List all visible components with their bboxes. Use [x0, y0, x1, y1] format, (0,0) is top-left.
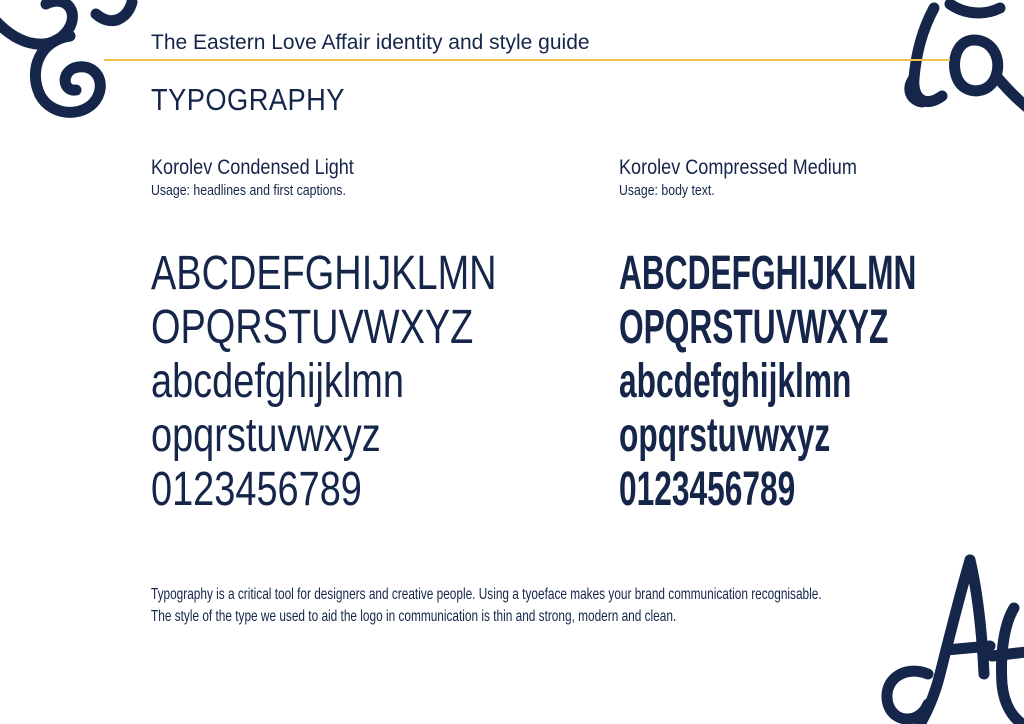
font-name: Korolev Condensed Light — [151, 156, 354, 179]
specimen-compressed-medium — [619, 247, 1024, 517]
specimen-lowercase-o-z: opqrstuvwxyz — [619, 409, 831, 462]
header-divider — [104, 59, 950, 61]
script-lo-ornament-icon — [904, 0, 1024, 130]
description-line-1: Typography is a critical tool for designers and creative people. Using a tyoeface makes your brand communication recognisable. — [151, 586, 822, 603]
specimen-digits: 0123456789 — [619, 463, 796, 516]
font-info-condensed-light — [151, 156, 389, 200]
font-name: Korolev Compressed Medium — [619, 156, 857, 179]
specimen-lowercase-a-n: abcdefghijklmn — [619, 355, 852, 408]
font-usage: Usage: body text. — [619, 182, 715, 199]
script-af-ornament-icon — [874, 554, 1024, 724]
font-info-compressed-medium — [619, 156, 896, 200]
specimen-uppercase-o-z: OPQRSTUVWXYZ — [151, 301, 474, 354]
font-usage: Usage: headlines and first captions. — [151, 182, 346, 199]
description-line-2: The style of the type we used to aid the logo in communication is thin and strong, modern and clean. — [151, 608, 677, 625]
section-title: TYPOGRAPHY — [151, 82, 345, 117]
typography-description — [151, 584, 822, 628]
specimen-lowercase-o-z: opqrstuvwxyz — [151, 409, 381, 462]
specimen-uppercase-o-z: OPQRSTUVWXYZ — [619, 301, 889, 354]
specimen-condensed-light — [151, 247, 588, 517]
document-title: The Eastern Love Affair identity and style guide — [151, 31, 590, 54]
specimen-digits: 0123456789 — [151, 463, 362, 516]
specimen-uppercase-a-n: ABCDEFGHIJKLMN — [619, 247, 917, 300]
script-e-ornament-icon — [0, 0, 140, 130]
specimen-lowercase-a-n: abcdefghijklmn — [151, 355, 404, 408]
specimen-uppercase-a-n: ABCDEFGHIJKLMN — [151, 247, 497, 300]
